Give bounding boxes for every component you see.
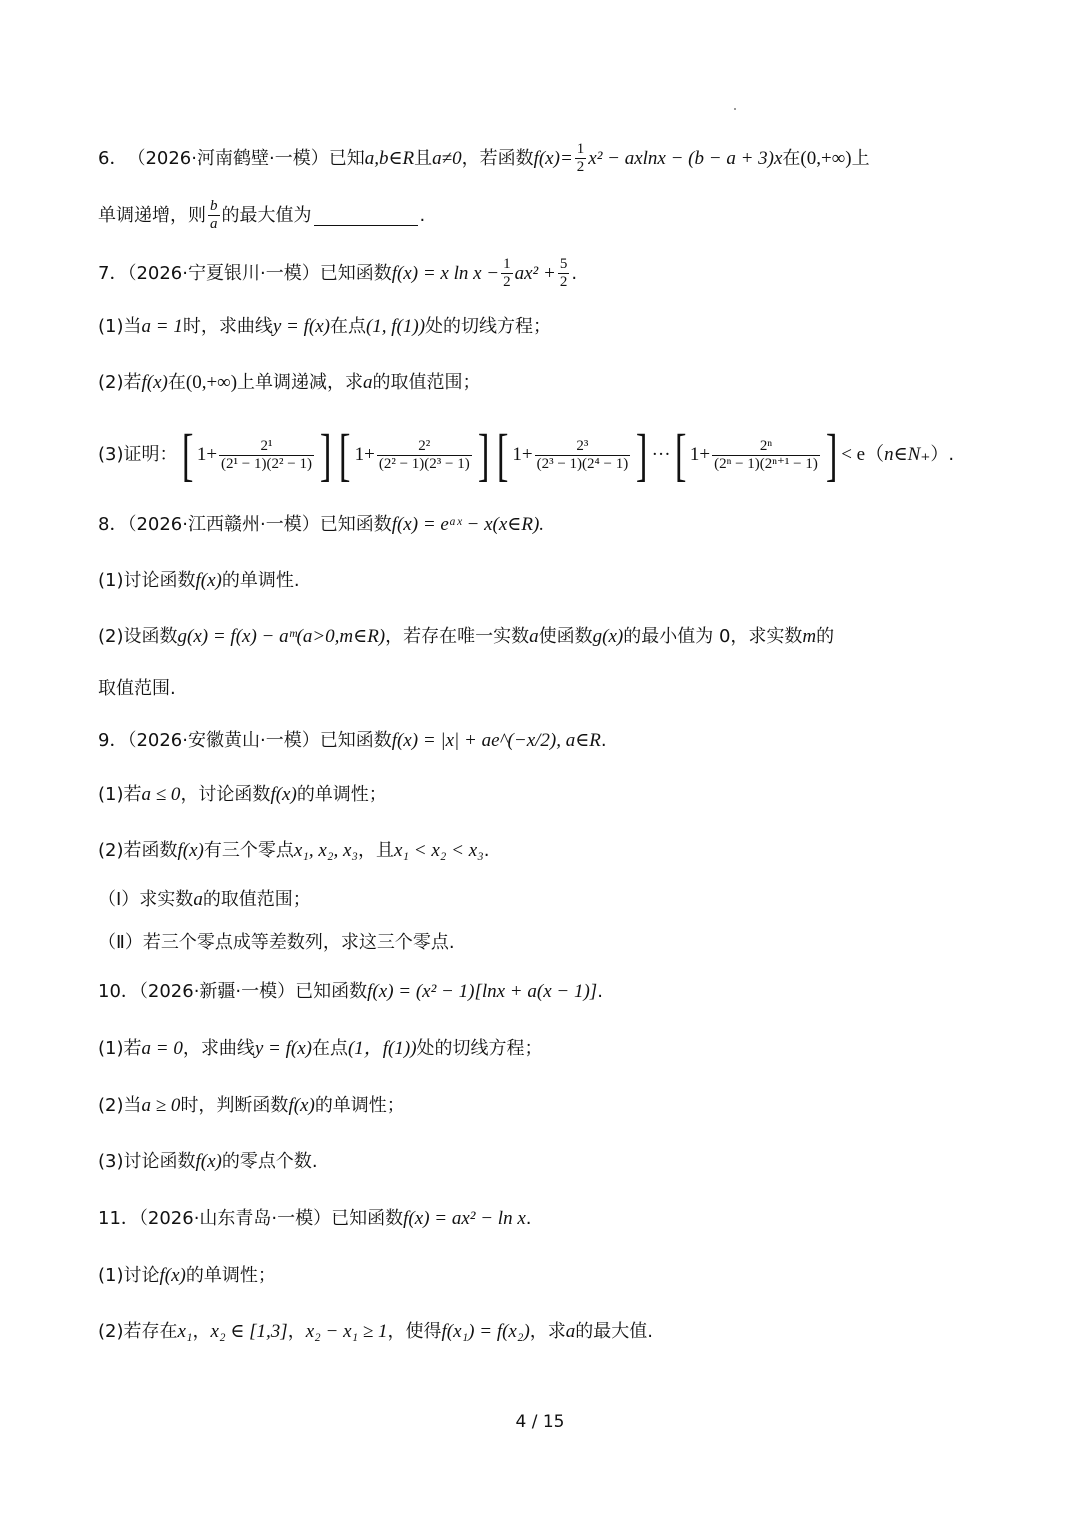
q7-text: 的取值范围；: [372, 372, 481, 393]
fraction-denominator: a: [210, 216, 218, 232]
q8-text: 的最小值为 0，求实数: [623, 626, 803, 647]
q8-part1: [98, 566, 930, 596]
q9-text: ，讨论函数: [180, 784, 271, 805]
q7-math: 1+: [512, 444, 533, 465]
q7-part2: [98, 368, 930, 398]
q10-math: y = f(x): [254, 1038, 312, 1059]
q10-heading: 10．（2026·新疆·一模）已知函数: [98, 981, 368, 1002]
q10-math: (1，f(1)): [347, 1038, 417, 1059]
fraction-denominator: (2ⁿ − 1)(2ⁿ⁺¹ − 1): [714, 455, 818, 472]
q9-math: a ≤ 0: [141, 784, 181, 805]
q10-text: 的零点个数.: [221, 1151, 318, 1172]
q10-expression: f(x) = (x² − 1)[lnx + a(x − 1)]: [367, 981, 598, 1002]
q9-math: a: [193, 889, 203, 910]
q11-text: ，求: [529, 1321, 566, 1342]
q7-math: a: [363, 372, 373, 393]
q7-text: 上单调递减，求: [237, 372, 364, 393]
q6-text: 的最大值为: [221, 204, 312, 226]
q9-heading: 9．（2026·安徽黄山·一模）已知函数: [98, 730, 392, 751]
q11-math: x₁: [177, 1321, 193, 1342]
q7-term-fraction: [535, 438, 631, 473]
q9-text: (2)若函数: [98, 840, 178, 861]
q7-part3: [98, 422, 955, 487]
fraction-numerator: 1: [503, 256, 511, 272]
fraction-denominator: (2² − 1)(2³ − 1): [378, 455, 470, 472]
fraction-numerator: 2ⁿ: [759, 437, 773, 454]
q7-math: n∈N₊: [884, 444, 931, 465]
q11-text: (1)讨论: [98, 1265, 160, 1286]
q7-expression: ax² +: [514, 262, 556, 284]
q10-math: f(x): [195, 1151, 222, 1172]
q6-text: .: [419, 204, 426, 226]
q9-text: （Ⅰ）求实数: [98, 889, 194, 910]
q7-product-term: [493, 422, 652, 487]
fraction-numerator: 1: [576, 141, 585, 157]
q9-expression: f(x) = |x| + ae^(−x/2), a∈R: [391, 730, 601, 751]
q7-math: y = f(x): [272, 316, 330, 337]
q7-text: (3)证明：: [98, 444, 178, 465]
q7-text: 在: [167, 372, 186, 393]
right-bracket: ]: [477, 422, 490, 487]
fraction-numerator: 2¹: [260, 437, 273, 454]
fraction-numerator: 5: [559, 256, 568, 272]
q6-condition: a,b∈R: [364, 147, 415, 169]
q11-text: .: [525, 1208, 532, 1229]
q6-text: 上: [851, 147, 870, 169]
q7-product-term: [335, 422, 493, 487]
q9-sub1: [98, 885, 930, 915]
q8-math: a: [529, 626, 539, 647]
q9-math: x₁, x₂, x₃: [293, 840, 358, 861]
fraction-denominator: 2: [559, 274, 568, 290]
q7-math: f(x): [141, 372, 168, 393]
q7-term-fraction: [377, 438, 472, 473]
q10-text: 在点: [311, 1038, 348, 1059]
q6-line2: [98, 198, 930, 233]
q6-b-over-a: [208, 198, 220, 233]
q10-text: (2)当: [98, 1095, 142, 1116]
left-bracket: [: [339, 422, 351, 487]
q8-math: g(x) = f(x) − aᵐ(a>0,m∈R): [177, 626, 386, 647]
q8-text: 取值范围.: [98, 678, 176, 699]
q8-text: 的: [816, 626, 835, 647]
q8-text: ，若存在唯一实数: [385, 626, 530, 647]
q7-expression: f(x) = x ln x −: [391, 262, 500, 284]
q11-math: x₂ ∈ [1,3]: [210, 1321, 288, 1342]
q7-term-fraction: [712, 438, 820, 473]
q9-text: 有三个零点: [203, 840, 294, 861]
q8-math: m: [802, 626, 817, 647]
q7-text: .: [571, 262, 578, 284]
q6-text: 且: [414, 147, 433, 169]
q10-text: 的单调性；: [314, 1095, 405, 1116]
fraction-numerator: 2²: [418, 437, 431, 454]
q11-heading: 11．（2026·山东青岛·一模）已知函数: [98, 1208, 404, 1229]
q10-line1: [98, 977, 930, 1007]
fraction-denominator: 2: [503, 274, 511, 290]
q6-line1: [98, 141, 930, 176]
fraction-denominator: (2³ − 1)(2⁴ − 1): [536, 455, 629, 472]
q8-part2: [98, 622, 930, 652]
q10-part3: [98, 1147, 930, 1177]
q7-product-term: [178, 422, 336, 487]
q9-line1: [98, 726, 930, 756]
q6-half-fraction: [575, 141, 587, 176]
q7-math: (0,+∞): [185, 372, 238, 393]
q8-text: 使函数: [538, 626, 593, 647]
q10-part1: [98, 1034, 930, 1064]
q7-part1: [98, 312, 930, 342]
q7-math: 1+: [689, 444, 711, 465]
q10-text: ，求曲线: [182, 1038, 255, 1059]
q11-text: 的最大值.: [575, 1321, 654, 1342]
q7-text: 时，求曲线: [182, 316, 273, 337]
q7-fraction: [558, 256, 570, 291]
q11-text: 的单调性；: [185, 1265, 276, 1286]
q6-text: 单调递增，则: [98, 204, 206, 226]
right-bracket: ]: [825, 422, 838, 487]
q7-ellipsis: ···: [651, 444, 671, 465]
answer-blank[interactable]: [314, 205, 418, 226]
q9-text: .: [600, 730, 607, 751]
q6-text: 已知: [328, 147, 365, 169]
q11-text: ，: [192, 1321, 211, 1342]
q9-text: (1)若: [98, 784, 142, 805]
q8-text: (1)讨论函数: [98, 570, 196, 591]
q7-math: 1+: [354, 444, 375, 465]
q7-math: < e（: [841, 444, 885, 465]
q9-math: f(x): [270, 784, 297, 805]
q8-text: 的单调性.: [221, 570, 300, 591]
q10-math: a ≥ 0: [141, 1095, 181, 1116]
fraction-numerator: 2³: [576, 437, 589, 454]
q9-text: 的取值范围；: [202, 889, 311, 910]
q7-term-fraction: [219, 438, 314, 473]
q11-text: ，: [287, 1321, 306, 1342]
q11-text: ，使得: [387, 1321, 442, 1342]
q11-math: x₂ − x₁ ≥ 1: [305, 1321, 388, 1342]
q10-text: 时，判断函数: [180, 1095, 289, 1116]
q6-text: ，若函数: [461, 147, 534, 169]
q7-text: ）.: [930, 444, 955, 465]
scan-dot: [734, 108, 736, 110]
q6-function: f(x)=: [533, 147, 573, 169]
q11-math: f(x): [159, 1265, 186, 1286]
q11-line1: [98, 1204, 930, 1234]
fraction-denominator: 2: [576, 159, 585, 175]
q9-math: f(x): [177, 840, 204, 861]
q7-text: 处的切线方程；: [425, 316, 552, 337]
q7-text: (1)当: [98, 316, 142, 337]
q7-line1: [98, 256, 930, 291]
right-bracket: ]: [319, 422, 332, 487]
q9-sub2: [98, 928, 930, 958]
q7-text: 在点: [329, 316, 366, 337]
q9-part1: [98, 780, 930, 810]
q7-heading: 7．（2026·宁夏银川·一模）已知函数: [98, 262, 392, 284]
q6-condition: a≠0: [432, 147, 462, 169]
q11-part1: [98, 1261, 930, 1291]
left-bracket: [: [674, 422, 687, 487]
q10-text: 处的切线方程；: [416, 1038, 543, 1059]
q6-number: 6．: [98, 147, 128, 169]
q9-text: 的单调性；: [296, 784, 387, 805]
q7-text: (2)若: [98, 372, 142, 393]
q7-math: a = 1: [141, 316, 183, 337]
left-bracket: [: [496, 422, 509, 487]
q10-math: a = 0: [141, 1038, 183, 1059]
right-bracket: ]: [636, 422, 648, 487]
q7-math: (1, f(1)): [365, 316, 426, 337]
q8-math: f(x): [195, 570, 222, 591]
q8-part2-cont: [98, 674, 930, 704]
q7-fraction: [501, 256, 513, 291]
q9-part2: [98, 836, 930, 866]
page-number: 4 / 15: [515, 1412, 565, 1432]
q7-product-term: [671, 422, 842, 487]
q11-part2: [98, 1317, 930, 1347]
q11-math: f(x₁) = f(x₂): [441, 1321, 530, 1342]
q8-math: g(x): [592, 626, 624, 647]
q9-text: ，且: [358, 840, 394, 861]
q6-text: 在: [782, 147, 801, 169]
q9-math: x₁ < x₂ < x₃: [394, 840, 484, 861]
q8-line1: [98, 510, 930, 540]
q6-expression: x² − axlnx − (b − a + 3)x: [588, 147, 783, 169]
q10-part2: [98, 1091, 930, 1121]
q10-text: (3)讨论函数: [98, 1151, 196, 1172]
q7-math: 1+: [196, 444, 218, 465]
fraction-numerator: b: [210, 198, 218, 214]
q10-text: (1)若: [98, 1038, 142, 1059]
fraction-denominator: (2¹ − 1)(2² − 1): [221, 455, 312, 472]
left-bracket: [: [181, 422, 193, 487]
q9-text: （Ⅱ）若三个零点成等差数列，求这三个零点.: [98, 932, 455, 953]
q10-text: .: [597, 981, 603, 1002]
q11-text: (2)若存在: [98, 1321, 178, 1342]
q8-heading: 8．（2026·江西赣州·一模）已知函数: [98, 514, 392, 535]
q8-expression: f(x) = eᵃˣ − x(x∈R).: [391, 514, 545, 535]
q11-expression: f(x) = ax² − ln x: [403, 1208, 526, 1229]
q9-text: .: [483, 840, 490, 861]
q11-math: a: [565, 1321, 576, 1342]
q10-math: f(x): [288, 1095, 315, 1116]
q8-text: (2)设函数: [98, 626, 178, 647]
q6-source: （2026·河南鹤壁·一模）: [127, 147, 329, 169]
q6-interval: (0,+∞): [800, 147, 852, 169]
